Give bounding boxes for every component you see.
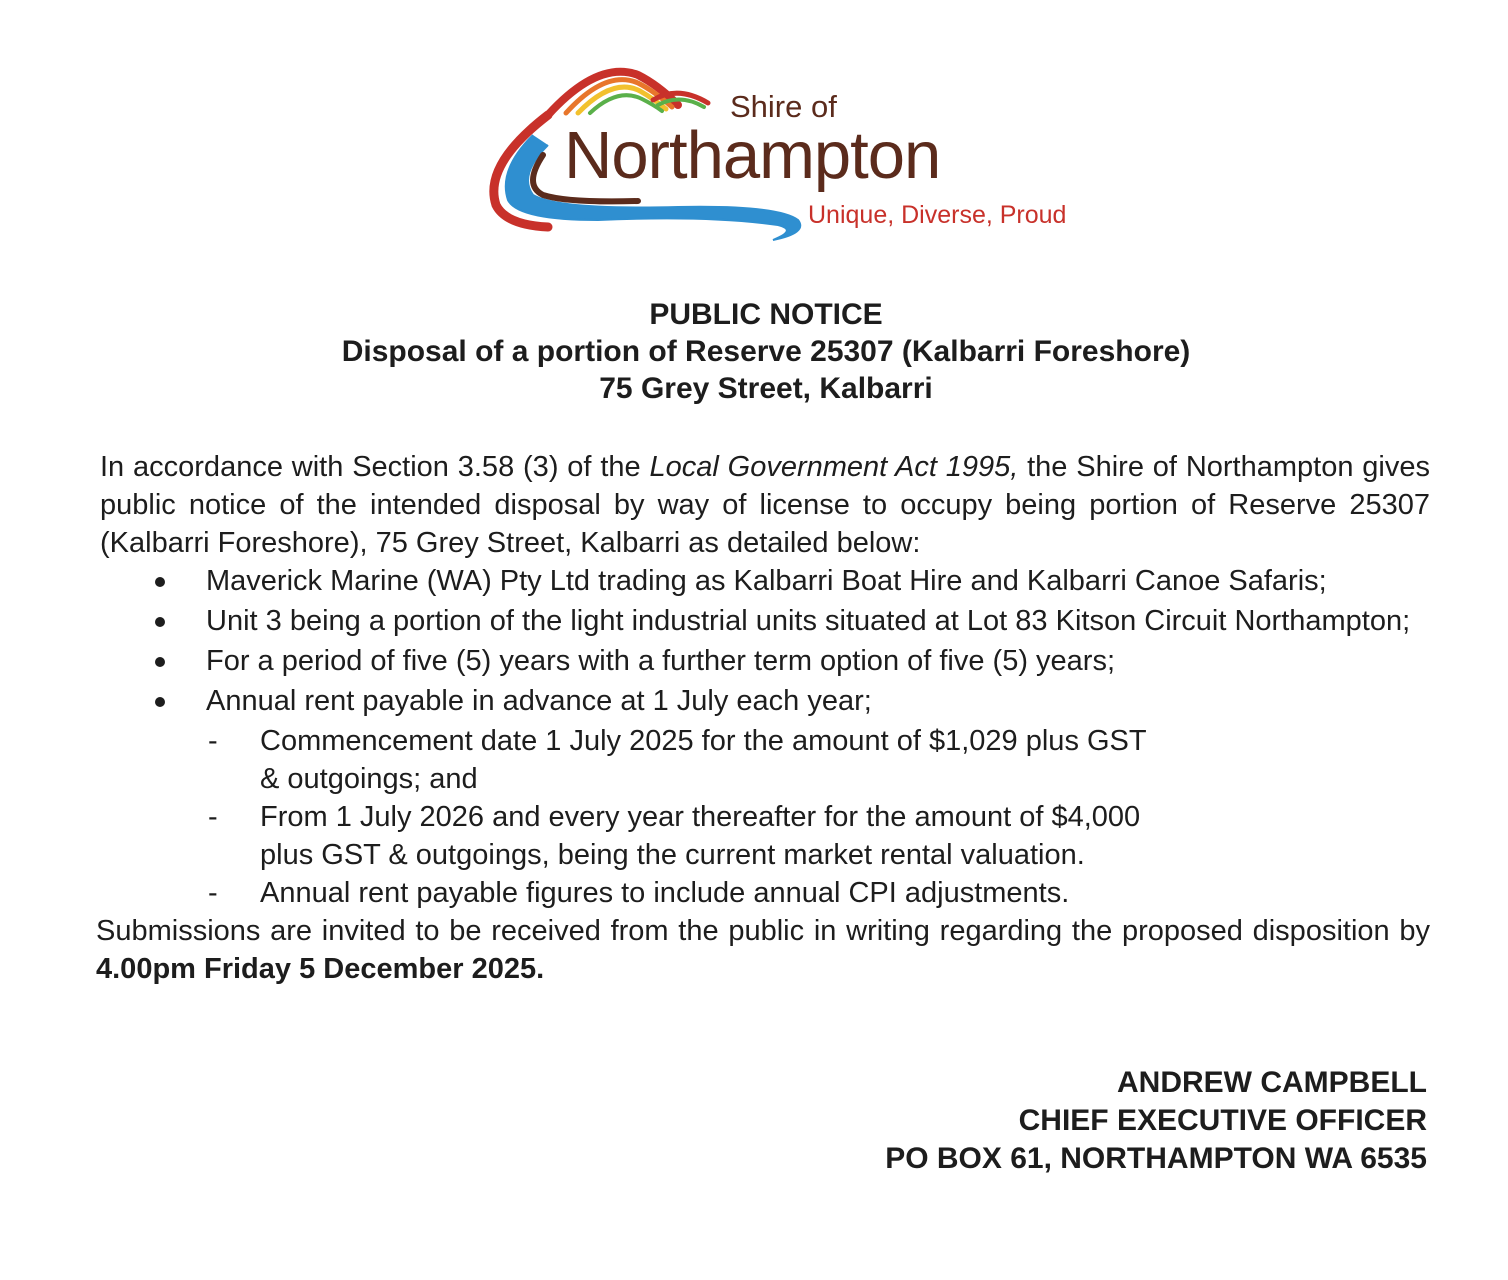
shire-logo	[478, 55, 1078, 255]
sub-list-item	[100, 722, 1166, 798]
list-item	[100, 562, 1430, 600]
dash-icon: -	[208, 725, 218, 757]
bullet-icon	[155, 617, 165, 627]
signature-block	[885, 1064, 1427, 1178]
list-item	[100, 602, 1430, 640]
dash-icon: -	[208, 801, 218, 833]
sub-list-item	[100, 798, 1166, 874]
notice-address: 75 Grey Street, Kalbarri	[599, 372, 933, 405]
bullet-text: Maverick Marine (WA) Pty Ltd trading as Kalbarri Boat Hire and Kalbarri Canoe Safaris;	[206, 565, 1327, 597]
signatory-name: ANDREW CAMPBELL	[1117, 1066, 1427, 1099]
bullet-icon	[155, 577, 165, 587]
intro-before-act: In accordance with Section 3.58 (3) of the	[100, 451, 650, 483]
logo-shire-of-text: Shire of	[730, 89, 837, 124]
sub-item-text: From 1 July 2026 and every year thereafter for the amount of $4,000 plus GST & outgoings, being the current market rental valuation.	[260, 801, 1141, 871]
logo-tagline: Unique, Diverse, Proud	[808, 201, 1067, 229]
bullet-text: For a period of five (5) years with a further term option of five (5) years;	[206, 645, 1116, 677]
intro-paragraph	[100, 448, 1430, 562]
detail-bullet-list	[100, 562, 1430, 720]
sub-item-text: Commencement date 1 July 2025 for the amount of $1,029 plus GST & outgoings; and	[260, 725, 1147, 795]
list-item	[100, 682, 1430, 720]
bullet-icon	[155, 657, 165, 667]
act-name: Local Government Act 1995,	[649, 451, 1019, 483]
notice-subtitle: Disposal of a portion of Reserve 25307 (Kalbarri Foreshore)	[341, 335, 1191, 368]
bullet-text: Unit 3 being a portion of the light industrial units situated at Lot 83 Kitson Circuit Northampton;	[206, 605, 1411, 637]
notice-body	[96, 448, 1430, 988]
notice-title: PUBLIC NOTICE	[649, 298, 883, 331]
bullet-icon	[155, 697, 165, 707]
rent-sub-list	[100, 722, 1430, 912]
signatory-title: CHIEF EXECUTIVE OFFICER	[1018, 1104, 1427, 1137]
signatory-address: PO BOX 61, NORTHAMPTON WA 6535	[885, 1142, 1427, 1175]
intro-after-act: the Shire of Northampton gives public notice of the intended disposal by way of license to occupy being portion of Reserve 25307 (Kalbarri Foreshore), 75 Grey Street, Kalbarri as detailed below:	[100, 451, 1430, 559]
notice-headings	[0, 296, 1508, 407]
submission-deadline: 4.00pm Friday 5 December 2025.	[96, 953, 545, 985]
sub-list-item	[100, 874, 1166, 912]
dash-icon: -	[208, 877, 218, 909]
list-item	[100, 642, 1430, 680]
logo-name-text: Northampton	[564, 118, 941, 193]
bullet-text: Annual rent payable in advance at 1 July each year;	[206, 685, 872, 717]
sub-item-text: Annual rent payable figures to include annual CPI adjustments.	[260, 877, 1070, 909]
submission-text: Submissions are invited to be received from the public in writing regarding the proposed disposition by	[96, 915, 1430, 947]
submission-paragraph	[96, 912, 1430, 988]
